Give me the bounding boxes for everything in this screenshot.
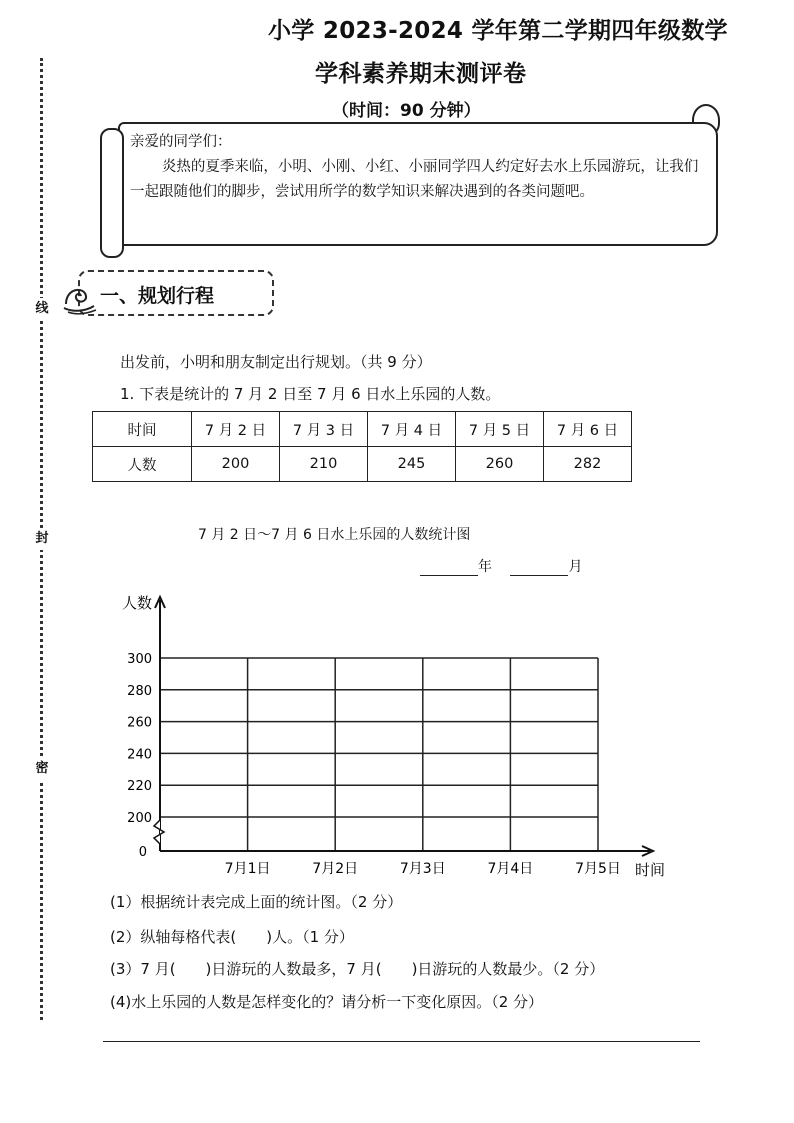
y-tick-label: 240	[127, 747, 152, 763]
section-intro-text: 出发前，小明和朋友制定出行规划。（共 9 分）	[120, 353, 432, 371]
table-header-cell: 时间	[93, 412, 192, 447]
year-label: 年	[478, 559, 492, 575]
table-date-cell: 7 月 3 日	[280, 412, 368, 447]
y-tick-label: 0	[138, 845, 147, 860]
table-count-cell: 210	[280, 447, 368, 482]
y-tick-label: 260	[127, 715, 152, 731]
table-count-cell: 260	[456, 447, 544, 482]
scroll-body: 炎热的夏季来临，小明、小刚、小红、小丽同学四人约定好去水上乐园游玩，让我们一起跟随他们的脚步，尝试用所学的数学知识来解决遇到的各类问题吧。	[130, 159, 699, 200]
sub-question-3: (3）7 月( )日游玩的人数最多，7 月( )日游玩的人数最少。（2 分）	[110, 960, 605, 978]
x-tick-label: 7月5日	[575, 861, 621, 877]
table-count-cell: 282	[544, 447, 632, 482]
margin-label-feng: 封	[33, 528, 51, 550]
y-tick-label: 220	[127, 779, 152, 795]
y-axis-label: 人数	[122, 594, 153, 612]
sub-question-2: (2）纵轴每格代表( )人。（1 分）	[110, 928, 354, 946]
table-count-cell: 245	[368, 447, 456, 482]
table-date-cell: 7 月 2 日	[192, 412, 280, 447]
table-count-cell: 200	[192, 447, 280, 482]
exam-duration: （时间：90 分钟）	[332, 101, 481, 121]
x-tick-label: 7月2日	[312, 861, 359, 877]
month-label: 月	[568, 559, 583, 575]
table-date-cell: 7 月 6 日	[544, 412, 632, 447]
table-date-cell: 7 月 5 日	[456, 412, 544, 447]
table-header-cell: 人数	[93, 447, 192, 482]
x-tick-label: 7月3日	[399, 861, 446, 877]
y-tick-label: 300	[127, 652, 152, 667]
sub-question-1: (1）根据统计表完成上面的统计图。（2 分）	[110, 893, 403, 911]
exam-title-line-2: 学科素养期末测评卷	[315, 61, 527, 87]
x-tick-label: 7月1日	[224, 861, 271, 877]
y-tick-label: 280	[127, 683, 152, 699]
x-axis-label: 时间	[635, 861, 666, 879]
exam-title-line-1: 小学 2023-2024 学年第二学期四年级数学	[268, 18, 728, 44]
section-title: 一、规划行程	[100, 285, 215, 307]
chart-caption: 7 月 2 日～7 月 6 日水上乐园的人数统计图	[198, 527, 471, 543]
question-1-text: 1. 下表是统计的 7 月 2 日至 7 月 6 日水上乐园的人数。	[120, 385, 501, 403]
sub-question-4: (4)水上乐园的人数是怎样变化的？请分析一下变化原因。（2 分）	[110, 993, 544, 1011]
table-date-cell: 7 月 4 日	[368, 412, 456, 447]
scroll-greeting: 亲爱的同学们：	[130, 134, 232, 150]
y-tick-label: 200	[127, 811, 152, 826]
answer-line[interactable]	[103, 1041, 700, 1042]
margin-label-xian: 线	[33, 298, 51, 320]
margin-label-mi: 密	[33, 758, 51, 780]
x-tick-label: 7月4日	[487, 861, 534, 877]
